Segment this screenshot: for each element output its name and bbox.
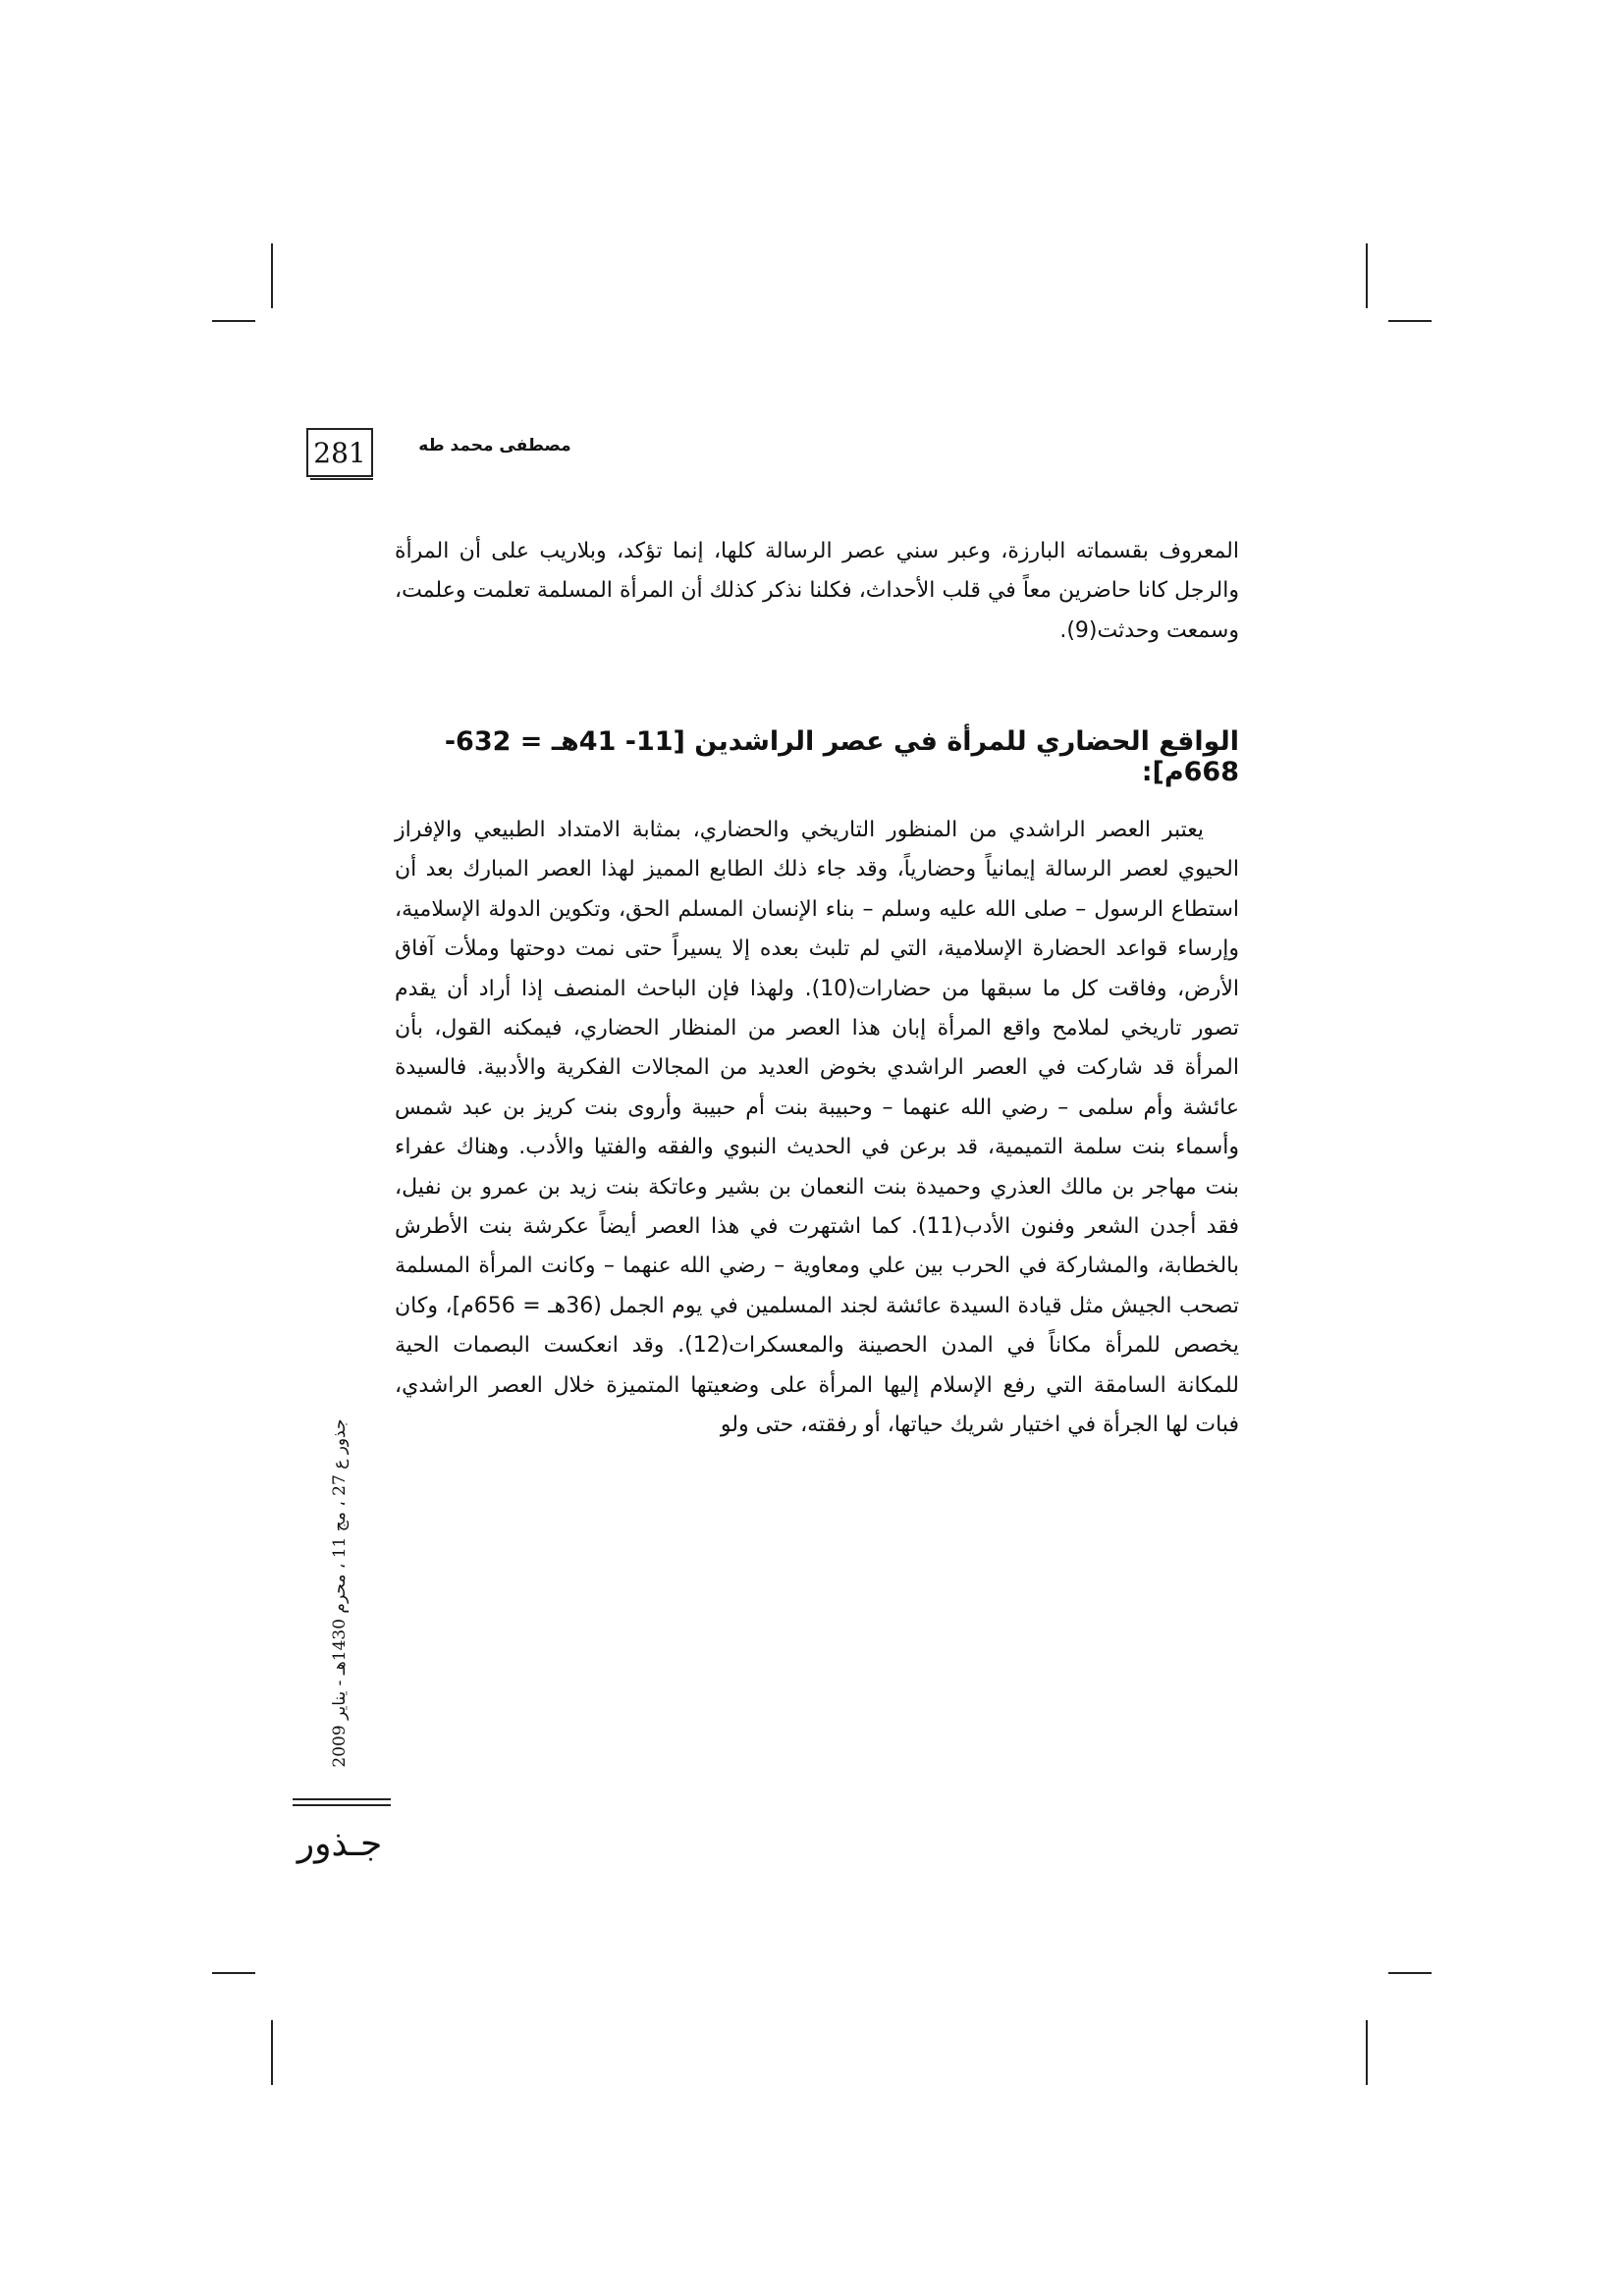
- running-author: مصطفى محمد طه: [418, 436, 571, 455]
- sidebar-rules: [293, 1798, 391, 1810]
- sidebar-rule: [293, 1798, 391, 1800]
- body-paragraph-block: [395, 811, 1239, 1446]
- journal-logo-text: جـذور: [297, 1824, 383, 1864]
- crop-mark: [1388, 320, 1432, 322]
- intro-paragraph: المعروف بقسماته البارزة، وعبر سني عصر الرسالة كلها، إنما تؤكد، وبلاريب على أن المرأة والرجل كانا حاضرين معاً في قلب الأحداث، فكلنا نذكر كذلك أن المرأة المسلمة تعلمت وعلمت، وسمعت وحدثت(9).: [395, 539, 1239, 643]
- page-number: 281: [306, 428, 373, 477]
- crop-mark: [1366, 243, 1368, 308]
- crop-mark: [1366, 2020, 1368, 2085]
- crop-mark: [271, 243, 273, 308]
- crop-mark: [271, 2020, 273, 2085]
- sidebar-rule: [293, 1804, 391, 1806]
- crop-mark: [212, 320, 255, 322]
- body-paragraph: يعتبر العصر الراشدي من المنظور التاريخي والحضاري، بمثابة الامتداد الطبيعي والإفراز الحيوي لعصر الرسالة إيمانياً وحضارياً، وقد جاء ذلك الطابع المميز لهذا العصر المبارك بعد أن استطاع الرسول – صلى الله عليه وسلم – بناء الإنسان المسلم الحق، وتكوين الدولة الإسلامية، وإرساء قواعد الحضارة الإسلامية، التي لم تلبث بعده إلا يسيراً حتى نمت دوحتها وملأت آفاق الأرض، وفاقت كل ما سبقها من حضارات(10). ولهذا فإن الباحث المنصف إذا أراد أن يقدم تصور تاريخي لملامح واقع المرأة إبان هذا العصر من المنظار الحضاري، فيمكنه القول، بأن المرأة قد شاركت في العصر الراشدي بخوض العديد من المجالات الفكرية والأدبية. فالسيدة عائشة وأم سلمى – رضي الله عنهما – وحبيبة بنت أم حبيبة وأروى بنت كريز بن عبد شمس وأسماء بنت سلمة التميمية، قد برعن في الحديث النبوي والفقه والفتيا والأدب. وهناك عفراء بنت مهاجر بن مالك العذري وحميدة بنت النعمان بن بشير وعاتكة بنت زيد بن عمرو بن نفيل، فقد أجدن الشعر وفنون الأدب(11). كما اشتهرت في هذا العصر أيضاً عكرشة بنت الأطرش بالخطابة، والمشاركة في الحرب بين علي ومعاوية – رضي الله عنهما – وكانت المرأة المسلمة تصحب الجيش مثل قيادة السيدة عائشة لجند المسلمين في يوم الجمل (36هـ = 656م]، وكان يخصص للمرأة مكاناً في المدن الحصينة والمعسكرات(12). وقد انعكست البصمات الحية للمكانة السامقة التي رفع الإسلام إليها المرأة على وضعيتها المتميزة خلال العصر الراشدي، فبات لها الجرأة في اختيار شريك حياتها، أو رفقته، حتى ولو: [395, 818, 1240, 1438]
- crop-mark: [212, 1972, 255, 1974]
- journal-issue-caption: جذور ع 27 ، مج 11 ، محرم 1430هـ - يناير 2009: [330, 1418, 350, 1768]
- section-heading: الواقع الحضاري للمرأة في عصر الراشدين [11- 41هـ = 632-668م]:: [444, 726, 1239, 787]
- header-rule: [310, 478, 373, 480]
- intro-paragraph-block: [395, 532, 1239, 651]
- crop-mark: [1388, 1972, 1432, 1974]
